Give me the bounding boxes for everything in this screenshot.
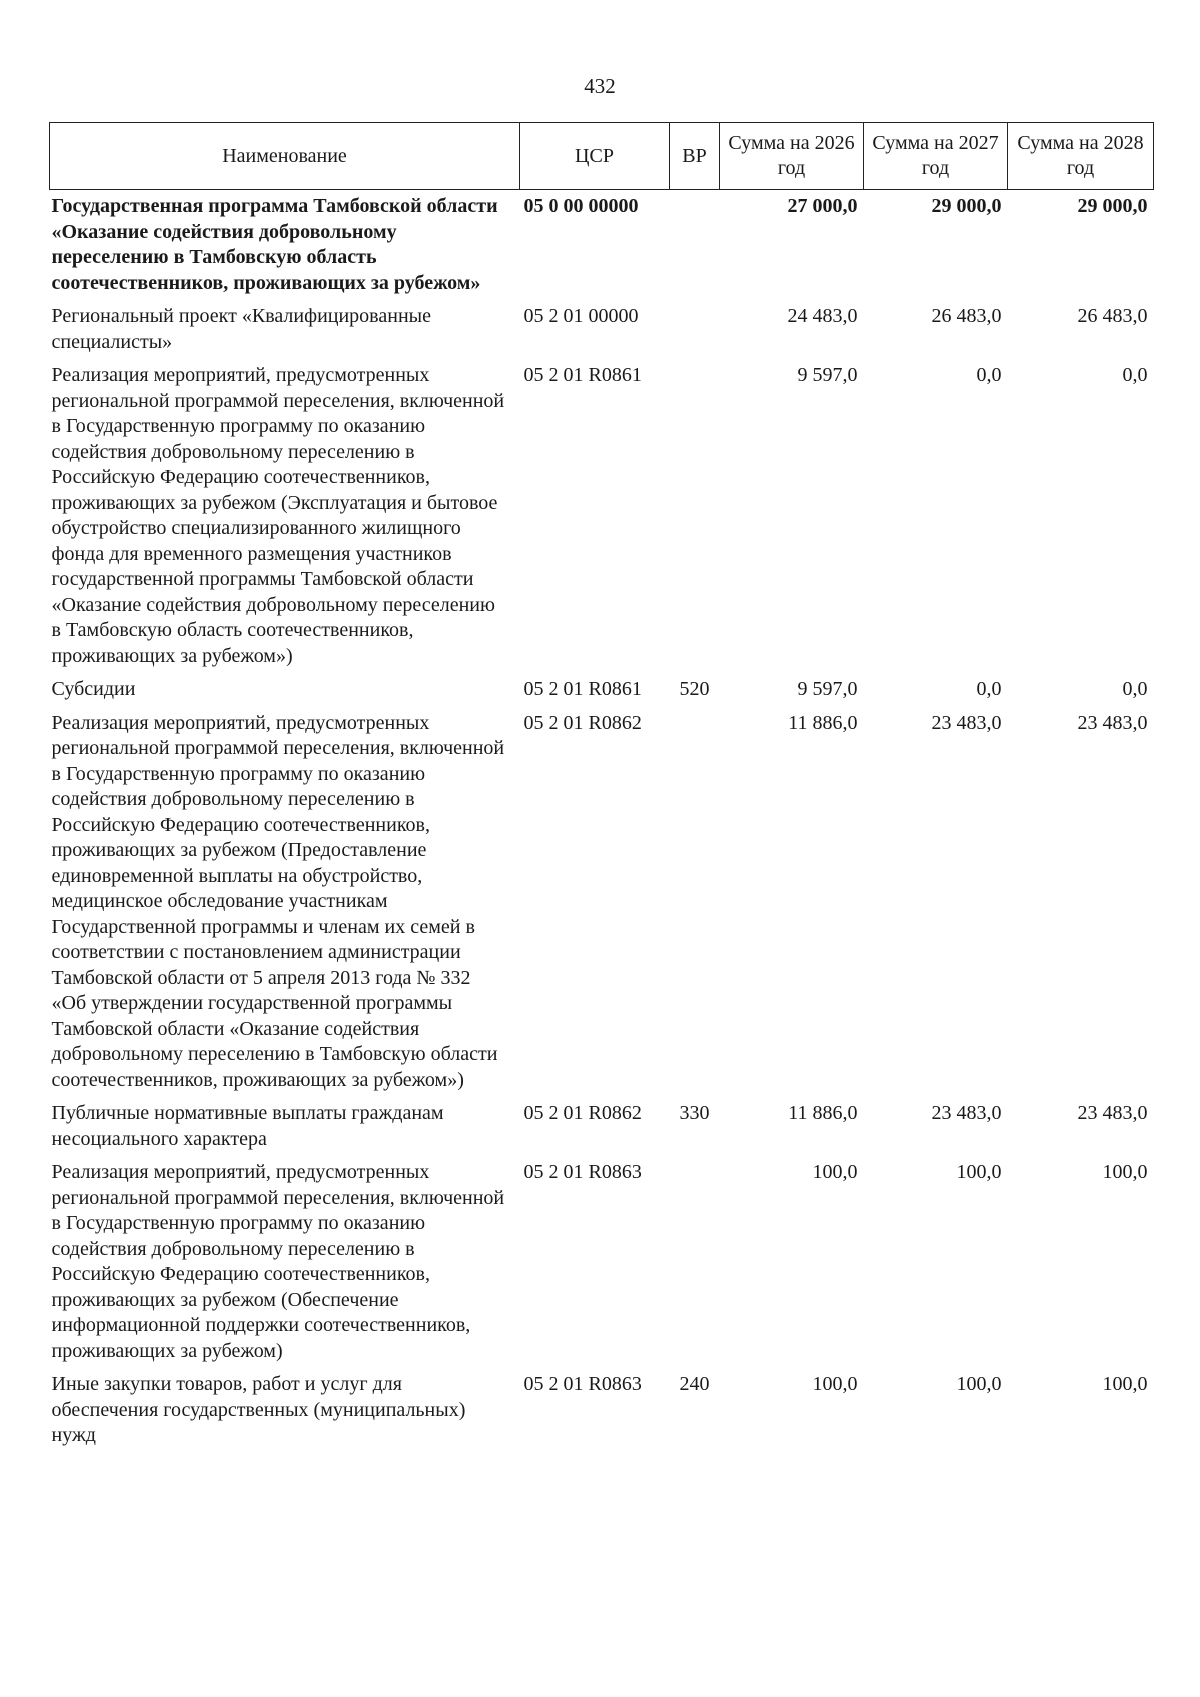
row-sum-2026: 100,0 <box>812 1161 858 1183</box>
header-sum-2028: Сумма на 2028 год <box>1008 123 1154 190</box>
page-number: 432 <box>584 74 616 98</box>
row-sum-2027: 0,0 <box>976 678 1002 700</box>
row-sum-2027: 100,0 <box>956 1373 1002 1395</box>
row-csr: 05 2 01 R0862 <box>523 1102 642 1124</box>
row-sum-2026: 9 597,0 <box>797 364 858 386</box>
row-sum-2028: 0,0 <box>1122 364 1148 386</box>
table-row <box>50 300 1154 359</box>
row-name: Государственная программа Тамбовской области «Оказание содействия добровольному переселению в Тамбовскую область соотечественников, проживающих за рубежом» <box>51 195 498 294</box>
row-sum-2027: 23 483,0 <box>931 711 1002 734</box>
row-vr <box>670 359 720 673</box>
row-sum-2026: 9 597,0 <box>797 678 858 700</box>
row-sum-2028: 100,0 <box>1102 1373 1148 1395</box>
budget-table <box>49 122 1154 1453</box>
row-name: Реализация мероприятий, предусмотренных региональной программой переселения, включенной в Государственную программу по оказанию содействия добровольному переселению в Российскую Федерацию соотечественников, проживающих за рубежом (Предоставление единовременной выплаты на обустройство, медицинское обследование участникам Государственной программы и членам их семей в соответствии с постановлением администрации Тамбовской области от 5 апреля 2013 года № 332 «Об утверждении государственной программы Тамбовской области «Оказание содействия добровольному переселению в Тамбовскую области соотечественников, проживающих за рубежом») <box>51 711 505 1091</box>
row-vr <box>670 707 720 1098</box>
row-vr <box>670 190 720 301</box>
table-row <box>50 1156 1154 1368</box>
row-sum-2028: 26 483,0 <box>1077 305 1148 327</box>
table-header-row <box>50 123 1154 190</box>
row-vr: 330 <box>679 1102 710 1124</box>
header-vr: ВР <box>670 123 720 190</box>
table-row <box>50 1368 1154 1453</box>
row-name: Реализация мероприятий, предусмотренных региональной программой переселения, включенной в Государственную программу по оказанию содействия добровольному переселению в Российскую Федерацию соотечественников, проживающих за рубежом (Обеспечение информационной поддержки соотечественников, проживающих за рубежом) <box>51 1161 505 1362</box>
row-name: Субсидии <box>51 678 136 700</box>
table-row <box>50 359 1154 673</box>
row-csr: 05 2 01 R0861 <box>523 678 642 700</box>
row-name: Реализация мероприятий, предусмотренных региональной программой переселения, включенной в Государственную программу по оказанию содействия добровольному переселению в Российскую Федерацию соотечественников, проживающих за рубежом (Эксплуатация и бытовое обустройство специализированного жилищного фонда для временного размещения участников государственной программы Тамбовской области «Оказание содействия добровольному переселению в Тамбовскую область соотечественников, проживающих за рубежом») <box>51 364 505 667</box>
row-csr: 05 2 01 R0862 <box>523 711 642 734</box>
row-vr <box>670 300 720 359</box>
row-sum-2027: 29 000,0 <box>931 195 1002 217</box>
row-sum-2026: 11 886,0 <box>788 1102 858 1124</box>
header-csr: ЦСР <box>520 123 670 190</box>
row-sum-2028: 0,0 <box>1122 678 1148 700</box>
row-csr: 05 0 00 00000 <box>523 195 639 217</box>
row-name: Публичные нормативные выплаты гражданам несоциального характера <box>51 1102 444 1150</box>
table-row <box>50 190 1154 301</box>
row-sum-2027: 100,0 <box>956 1161 1002 1183</box>
row-sum-2026: 11 886,0 <box>788 711 858 734</box>
table-row <box>50 1097 1154 1156</box>
row-vr: 520 <box>679 678 710 700</box>
row-csr: 05 2 01 00000 <box>523 305 639 327</box>
table-row <box>50 673 1154 707</box>
row-sum-2027: 23 483,0 <box>931 1102 1002 1124</box>
row-csr: 05 2 01 R0861 <box>523 364 642 386</box>
row-csr: 05 2 01 R0863 <box>523 1373 642 1395</box>
row-sum-2028: 23 483,0 <box>1077 1102 1148 1124</box>
row-name: Иные закупки товаров, работ и услуг для обеспечения государственных (муниципальных) нужд <box>51 1373 466 1446</box>
row-sum-2026: 24 483,0 <box>787 305 858 327</box>
header-sum-2026: Сумма на 2026 год <box>720 123 864 190</box>
row-sum-2027: 26 483,0 <box>931 305 1002 327</box>
row-name: Региональный проект «Квалифицированные специалисты» <box>51 305 431 353</box>
row-sum-2028: 100,0 <box>1102 1161 1148 1183</box>
row-sum-2028: 23 483,0 <box>1077 711 1148 734</box>
row-vr <box>670 1156 720 1368</box>
row-vr: 240 <box>679 1373 710 1395</box>
row-sum-2028: 29 000,0 <box>1077 195 1148 217</box>
table-row <box>50 707 1154 1098</box>
row-sum-2027: 0,0 <box>976 364 1002 386</box>
row-sum-2026: 27 000,0 <box>787 195 858 217</box>
header-name: Наименование <box>50 123 520 190</box>
row-csr: 05 2 01 R0863 <box>523 1161 642 1183</box>
header-sum-2027: Сумма на 2027 год <box>864 123 1008 190</box>
row-sum-2026: 100,0 <box>812 1373 858 1395</box>
